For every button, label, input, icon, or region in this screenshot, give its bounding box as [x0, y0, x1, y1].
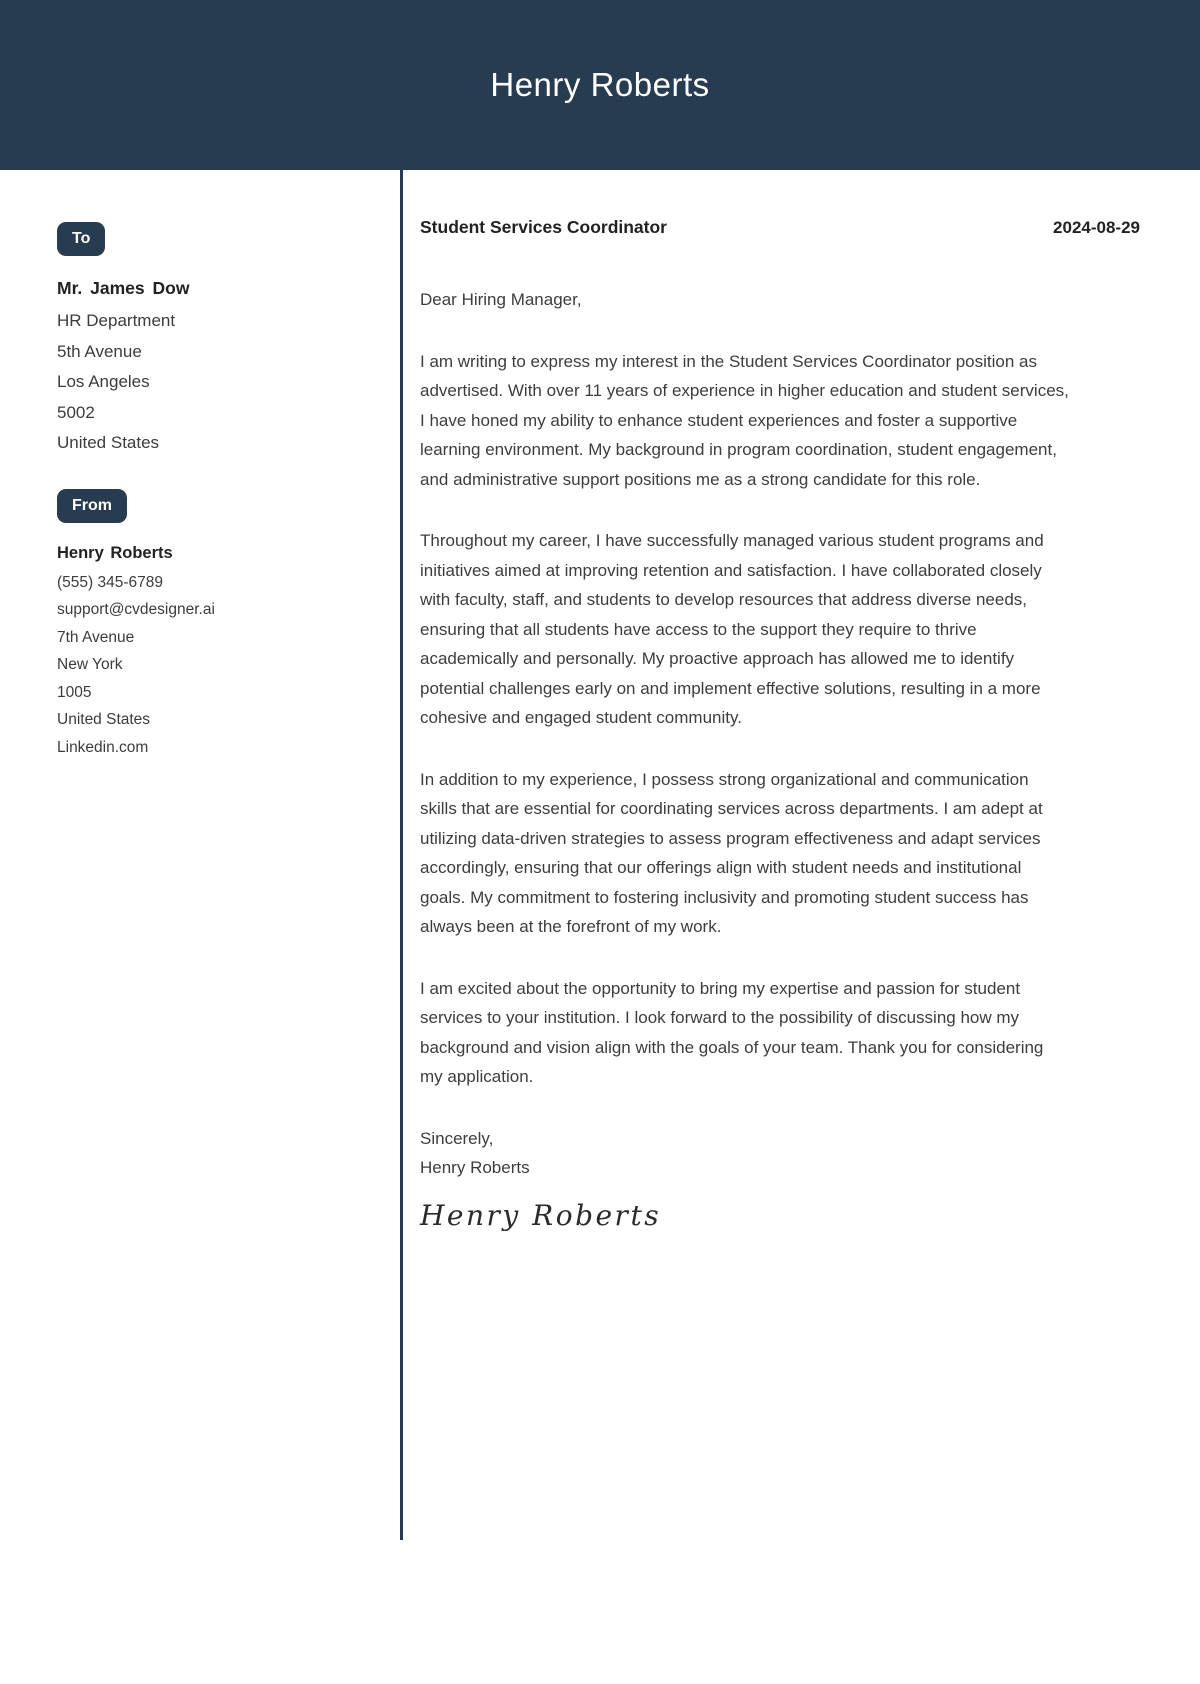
sender-email: support@cvdesigner.ai — [57, 601, 215, 619]
content-columns — [0, 170, 1200, 1232]
header-band — [0, 0, 1200, 170]
sidebar — [0, 170, 400, 1232]
recipient-address-line: HR Department — [57, 311, 176, 331]
recipient-address-line: United States — [57, 433, 160, 453]
recipient-address-line: 5th Avenue — [57, 341, 142, 361]
from-badge: From — [57, 489, 127, 523]
recipient-name: Mr. James Dow — [57, 278, 190, 299]
sender-address-line: 7th Avenue — [57, 628, 135, 646]
sender-address-line: New York — [57, 656, 123, 674]
sender-contact-block — [57, 544, 370, 762]
sender-linkedin: Linkedin.com — [57, 738, 149, 756]
letter-paragraph: Throughout my career, I have successfully managed various student programs and initiatives aimed at improving retention and satisfaction. I have collaborated closely with faculty, staff, and students to develop resources that address diverse needs, ensuring that all students have access to the support they require to thrive academically and personally. My proactive approach has allowed me to identify potential challenges early on and implement effective solutions, resulting in a more cohesive and engaged student community. — [420, 531, 1044, 727]
recipient-address-line: Los Angeles — [57, 372, 150, 392]
greeting: Dear Hiring Manager, — [420, 290, 582, 309]
sender-phone: (555) 345-6789 — [57, 573, 163, 591]
sender-address-line: 1005 — [57, 683, 92, 701]
to-badge: To — [57, 222, 105, 256]
sender-name: Henry Roberts — [57, 543, 173, 562]
recipient-address-line: 5002 — [57, 402, 95, 422]
letter-paragraph: In addition to my experience, I possess strong organizational and communication skills that are essential for coordinating services across departments. I am adept at utilizing data-driven strategies to assess program effectiveness and adapt services accordingly, ensuring that our offerings align with student needs and institutional goals. My commitment to fostering inclusivity and promoting student success has always been at the forefront of my work. — [420, 769, 1043, 936]
sender-address-line: United States — [57, 711, 151, 729]
letter-body — [420, 285, 1070, 1232]
letter-paragraph: I am excited about the opportunity to bring my expertise and passion for student services to your institution. I look forward to the possibility of discussing how my background and vision align with the goals of your team. Thank you for considering my application. — [420, 978, 1044, 1086]
letter-date: 2024-08-29 — [1053, 218, 1140, 237]
header-candidate-name: Henry Roberts — [490, 66, 710, 103]
letter-paragraph: I am writing to express my interest in the Student Services Coordinator position as advertised. With over 11 years of experience in higher education and student services, I have honed my ability to enhance student experiences and foster a supportive learning environment. My background in program coordination, student engagement, and administrative support positions me as a strong candidate for this role. — [420, 351, 1069, 489]
vertical-divider — [400, 170, 403, 1540]
closing-name: Henry Roberts — [420, 1158, 530, 1177]
recipient-address-block — [57, 278, 370, 459]
letter-title-row — [420, 217, 1140, 238]
closing-block — [420, 1124, 1070, 1183]
letter-column — [400, 170, 1200, 1232]
closing-salutation: Sincerely, — [420, 1128, 494, 1148]
handwritten-signature: Henry Roberts — [420, 1198, 662, 1232]
job-title: Student Services Coordinator — [420, 217, 667, 237]
